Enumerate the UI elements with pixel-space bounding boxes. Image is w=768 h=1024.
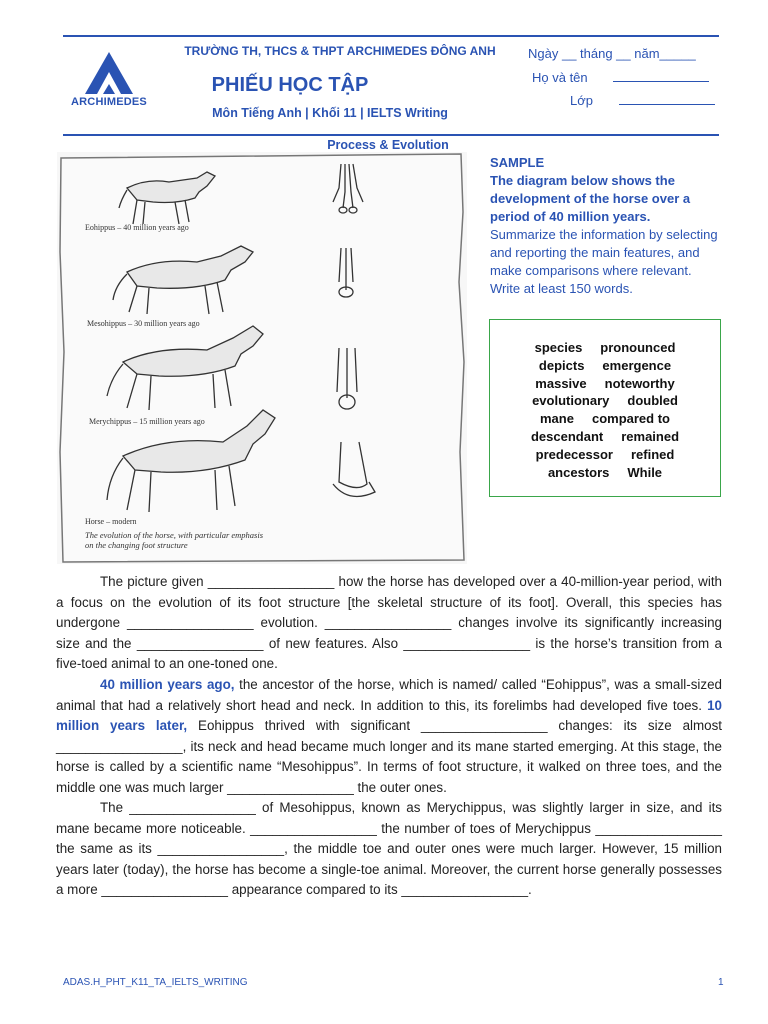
word-bank-row bbox=[490, 428, 720, 446]
word-bank-row bbox=[490, 357, 720, 375]
document-code: ADAS.H_PHT_K11_TA_IELTS_WRITING bbox=[63, 977, 248, 988]
word-bank-item: ancestors bbox=[547, 464, 610, 480]
class-blank[interactable] bbox=[619, 92, 715, 105]
task-description: The diagram below shows the development of the horse over a period of 40 million years. bbox=[490, 173, 691, 224]
subject-line: Môn Tiếng Anh | Khối 11 | IELTS Writing bbox=[212, 106, 448, 120]
paragraph-1 bbox=[56, 572, 722, 675]
name-blank[interactable] bbox=[613, 69, 709, 82]
word-bank-item: depicts bbox=[538, 357, 585, 373]
paragraph-2 bbox=[56, 675, 722, 798]
merychippus-label: Merychippus – 15 million years ago bbox=[89, 417, 205, 426]
time-marker-2: 10 million years later, bbox=[56, 697, 722, 733]
word-bank-row bbox=[490, 446, 720, 464]
word-bank-row bbox=[490, 410, 720, 428]
task-instructions: Summarize the information by selecting and reporting the main features, and make comparisons where relevant. Write at least 150 words. bbox=[490, 227, 718, 296]
paragraph-1-text: The picture given _________________ how the horse has developed over a 40-million-year period, with a focus on the evolution of its foot structure [the skeletal structure of its foot]. Overall, this species has undergone _________________ evolution. _________________ changes involve its significantly increasing size and the _________________ of new features. Also _________________ is the horse’s transition from a five-toed animal to an one-toned one. bbox=[56, 574, 722, 671]
name-label: Họ và tên bbox=[532, 70, 588, 85]
horse-evolution-diagram bbox=[57, 152, 467, 564]
word-bank-item: pronounced bbox=[600, 340, 676, 355]
word-bank-item: emergence bbox=[602, 357, 672, 373]
worksheet-title: PHIẾU HỌC TẬP bbox=[211, 74, 369, 96]
name-field[interactable] bbox=[532, 69, 709, 85]
word-bank-row bbox=[490, 339, 720, 357]
paragraph-2-text-b: Eohippus thrived with significant _________________ changes: its size almost _________________, its neck and head became much longer and its mane started emerging. At this stage, the horse is called by a scientific name “Mesohippus”. In terms of foot structure, it walked on three toes, and the middle one was much larger _________________ the outer ones. bbox=[56, 718, 723, 795]
header-bottom-rule bbox=[63, 134, 719, 136]
mesohippus-label: Mesohippus – 30 million years ago bbox=[87, 319, 200, 328]
eohippus-label: Eohippus – 40 million years ago bbox=[85, 223, 189, 232]
paragraph-2-text-a: the ancestor of the horse, which is named/ called “Eohippus”, was a small-sized animal that had a relatively short head and neck. In addition to this, its forelimbs had developed five toes. bbox=[56, 677, 722, 713]
paragraph-3 bbox=[56, 798, 722, 901]
word-bank-item: noteworthy bbox=[604, 375, 675, 391]
word-bank-item: evolutionary bbox=[532, 393, 610, 409]
word-bank-row bbox=[490, 392, 720, 410]
section-title: Process & Evolution bbox=[327, 138, 449, 152]
sample-heading: SAMPLE bbox=[490, 155, 545, 170]
logo-text: ARCHIMEDES bbox=[71, 96, 147, 108]
time-marker-1: 40 million years ago, bbox=[100, 677, 235, 692]
diagram-caption-2: on the changing foot structure bbox=[85, 540, 188, 550]
school-name: TRƯỜNG TH, THCS & THPT ARCHIMEDES ĐÔNG ANH bbox=[184, 44, 496, 58]
word-bank-row bbox=[490, 375, 720, 393]
word-bank-item: descendant bbox=[530, 428, 604, 444]
word-bank-item: While bbox=[627, 464, 663, 480]
word-bank-item: doubled bbox=[627, 393, 678, 409]
paragraph-3-text: The _________________ of Mesohippus, known as Merychippus, was slightly larger in size, and its mane became more noticeable. _________________ the number of toes of Merychippus _________________ the same as its _________________, the middle toe and outer ones were much larger. However, 15 million years later (today), the horse has become a single-toe animal. Moreover, the current horse generally possesses a more _________________ appearance compared to its _________________. bbox=[56, 800, 722, 897]
word-bank-item: mane bbox=[540, 411, 574, 427]
word-bank-item: refined bbox=[630, 446, 675, 462]
word-bank-row bbox=[490, 464, 720, 482]
page-number: 1 bbox=[718, 977, 724, 988]
word-bank-box bbox=[489, 319, 721, 497]
task-prompt bbox=[490, 154, 720, 298]
word-bank-item: species bbox=[534, 340, 583, 355]
word-bank-item: massive bbox=[535, 375, 587, 391]
date-field[interactable]: Ngày __ tháng __ năm_____ bbox=[528, 46, 696, 61]
word-bank-item: predecessor bbox=[535, 446, 613, 462]
class-field[interactable] bbox=[570, 92, 715, 108]
word-bank-item: remained bbox=[621, 428, 680, 444]
word-bank-item: compared to bbox=[591, 411, 670, 427]
header-top-rule bbox=[63, 35, 719, 37]
modern-horse-label: Horse – modern bbox=[85, 517, 137, 526]
diagram-caption-1: The evolution of the horse, with particular emphasis bbox=[85, 530, 264, 540]
class-label: Lớp bbox=[570, 93, 593, 108]
word-bank-list bbox=[490, 339, 720, 481]
